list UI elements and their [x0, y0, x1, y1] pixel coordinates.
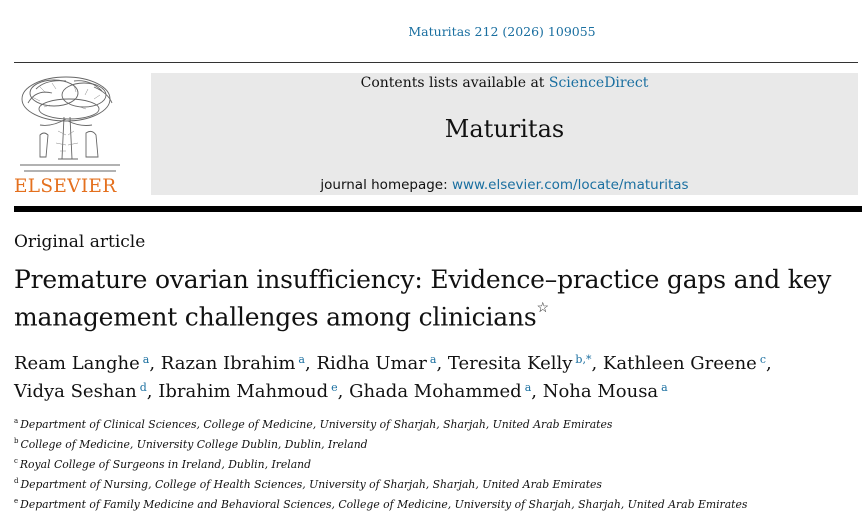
journal-banner — [151, 73, 858, 195]
contents-line — [151, 75, 858, 91]
affiliation-item — [14, 453, 854, 473]
publisher-logo — [14, 73, 126, 197]
affiliation-key: e — [14, 497, 19, 505]
author-name: Kathleen Greene — [602, 353, 757, 374]
author-affiliation-mark[interactable]: e — [331, 381, 338, 394]
author-affiliation-mark[interactable]: a — [524, 381, 532, 394]
tree-of-knowledge-icon — [14, 73, 126, 177]
affiliation-item — [14, 473, 854, 493]
affiliation-text: Department of Nursing, College of Health Sciences, University of Sharjah, Sharjah, United Arab Emirates — [20, 478, 602, 491]
author-affiliation-mark[interactable]: c — [759, 353, 766, 366]
author-name: Ghada Mohammed — [349, 381, 522, 402]
banner-divider — [14, 206, 862, 212]
author-affiliation-mark[interactable]: b,* — [575, 353, 592, 366]
affiliation-text: College of Medicine, University College Dublin, Dublin, Ireland — [20, 438, 368, 451]
homepage-link[interactable]: www.elsevier.com/locate/maturitas — [451, 177, 689, 193]
homepage-line — [151, 177, 858, 193]
journal-citation-link[interactable]: Maturitas 212 (2026) 109055 — [408, 24, 596, 39]
journal-citation[interactable] — [0, 24, 862, 39]
article-title — [14, 264, 854, 333]
author-name: Teresita Kelly — [447, 353, 573, 374]
author-name: Razan Ibrahim — [160, 353, 296, 374]
author-name: Noha Mousa — [542, 381, 659, 402]
affiliation-text: Royal College of Surgeons in Ireland, Dublin, Ireland — [19, 458, 312, 471]
affiliation-key: d — [14, 477, 19, 485]
title-footnote-mark[interactable]: ☆ — [536, 300, 549, 316]
affiliation-key: c — [14, 457, 18, 465]
homepage-prefix: journal homepage: — [320, 177, 452, 193]
affiliation-text: Department of Clinical Sciences, College of Medicine, University of Sharjah, Sharjah, United Arab Emirates — [20, 418, 613, 431]
sciencedirect-link[interactable]: ScienceDirect — [548, 75, 649, 91]
author-name: Ibrahim Mahmoud — [158, 381, 329, 402]
journal-name: Maturitas — [444, 115, 565, 143]
affiliation-key: a — [14, 417, 19, 425]
article-title-text: Premature ovarian insufficiency: Evidence–practice gaps and key management challenges among clinicians — [14, 265, 832, 332]
publisher-wordmark: ELSEVIER — [14, 176, 117, 197]
author-affiliation-mark[interactable]: a — [298, 353, 305, 366]
author-affiliation-mark[interactable]: d — [139, 381, 147, 394]
affiliation-item — [14, 493, 854, 513]
affiliation-item — [14, 433, 854, 453]
author-affiliation-mark[interactable]: a — [429, 353, 437, 366]
author-name: Ream Langhe — [14, 353, 140, 374]
affiliation-key: b — [14, 437, 19, 445]
author-affiliation-mark[interactable]: a — [142, 353, 150, 366]
affiliation-text: Department of Family Medicine and Behavioral Sciences, College of Medicine, University of Sharjah, Sharjah, United Arab Emirates — [20, 498, 748, 511]
author-affiliation-mark[interactable]: a — [661, 381, 668, 394]
author-list: Ream Langhe $^a$, Razan Ibrahim $^a$, Ridha Umar $^a$, Teresita Kelly $^{b,*}$, Kathleen Greene $^c$, Vidya Seshan $^d$, Ibrahim Mahmoud $^e$, Ghada Mohammed $^a$, Noha Mousa $^a$ — [14, 353, 772, 402]
author-name: Ridha Umar — [316, 353, 427, 374]
header-divider — [14, 62, 858, 63]
affiliation-list — [14, 413, 854, 513]
article-type: Original article — [14, 232, 146, 252]
author-name: Vidya Seshan — [14, 381, 137, 402]
contents-prefix: Contents lists available at — [360, 75, 549, 91]
affiliation-item — [14, 413, 854, 433]
